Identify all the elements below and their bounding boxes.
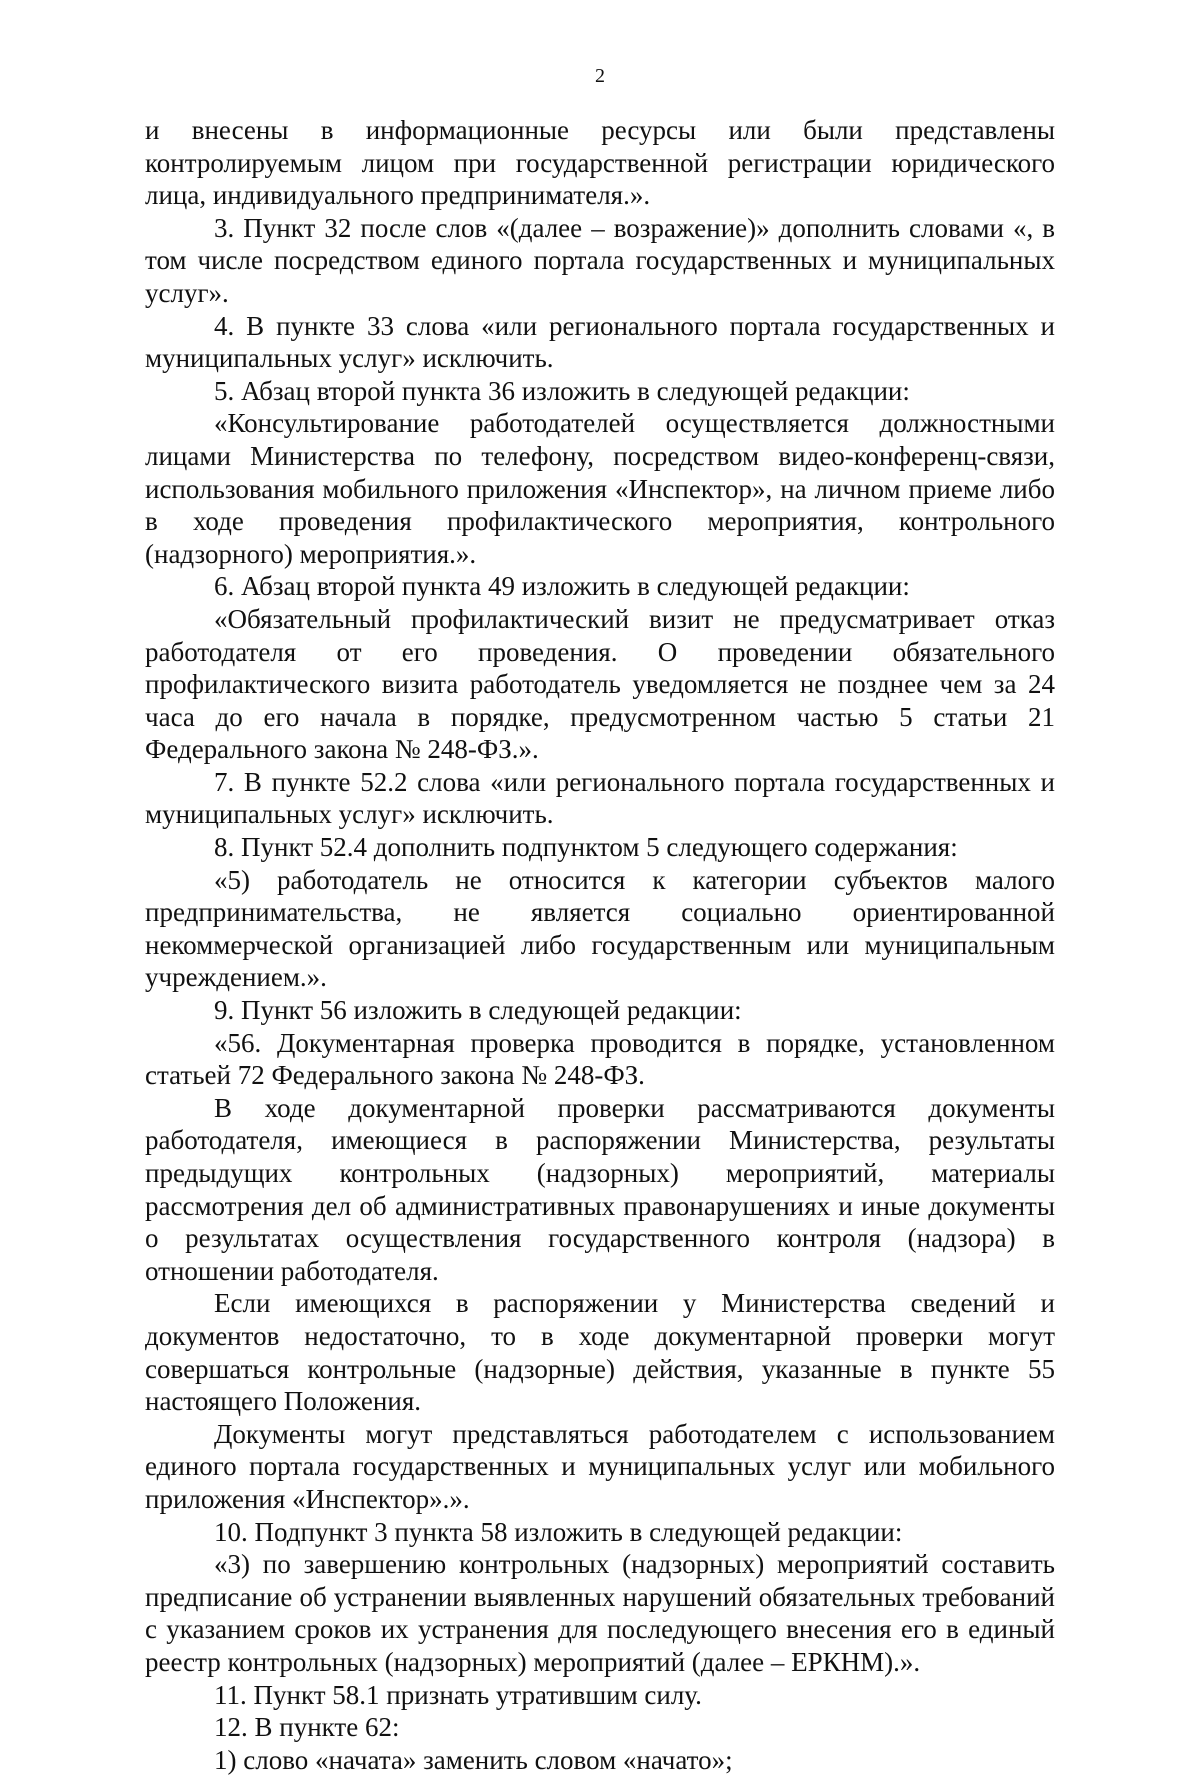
page-number: 2 — [595, 65, 605, 87]
paragraph: 11. Пункт 58.1 признать утратившим силу. — [214, 1679, 702, 1710]
paragraph: 6. Абзац второй пункта 49 изложить в следующей редакции: — [214, 571, 910, 602]
paragraph: «3) по завершению контрольных (надзорных) мероприятий составить предписание об устранении выявленных нарушений обязательных требований с указанием сроков их устранения для последующего внесения его в единый реестр контрольных (надзорных) мероприятий (далее – ЕРКНМ).». — [145, 1549, 1055, 1677]
paragraph: 5. Абзац второй пункта 36 изложить в следующей редакции: — [214, 375, 910, 406]
paragraph: «Консультирование работодателей осуществляется должностными лицами Министерства по телефону, посредством видео-конференц-связи, использования мобильного приложения «Инспектор», на личном приеме либо в ходе проведения профилактического мероприятия, контрольного (надзорного) мероприятия.». — [145, 408, 1055, 569]
paragraph: 3. Пункт 32 после слов «(далее – возражение)» дополнить словами «, в том числе посредством единого портала государственных и муниципальных услуг». — [145, 212, 1055, 308]
paragraph: 10. Подпункт 3 пункта 58 изложить в следующей редакции: — [214, 1516, 903, 1547]
paragraph: «56. Документарная проверка проводится в порядке, установленном статьей 72 Федерального закона № 248-ФЗ. — [145, 1027, 1055, 1091]
paragraph: 4. В пункте 33 слова «или регионального портала государственных и муниципальных услуг» исключить. — [145, 310, 1055, 374]
paragraph: Если имеющихся в распоряжении у Министерства сведений и документов недостаточно, то в ходе документарной проверки могут совершаться контрольные (надзорные) действия, указанные в пункте 55 настоящего Положения. — [145, 1288, 1055, 1417]
paragraph: «5) работодатель не относится к категории субъектов малого предпринимательства, не является социально ориентированной некоммерческой организацией либо государственным или муниципальным учреждением.». — [145, 864, 1055, 993]
paragraph: 1) слово «начата» заменить словом «начато»; — [214, 1744, 733, 1775]
paragraph: 8. Пункт 52.4 дополнить подпунктом 5 следующего содержания: — [214, 832, 958, 863]
paragraph: Документы могут представляться работодателем с использованием единого портала государственных и муниципальных услуг или мобильного приложения «Инспектор».». — [145, 1418, 1055, 1514]
document-body — [145, 114, 1055, 1776]
paragraph: 12. В пункте 62: — [214, 1712, 400, 1743]
paragraph: В ходе документарной проверки рассматриваются документы работодателя, имеющиеся в распоряжении Министерства, результаты предыдущих контрольных (надзорных) мероприятий, материалы рассмотрения дел об административных правонарушениях и иные документы о результатах осуществления государственного контроля (надзора) в отношении работодателя. — [145, 1092, 1055, 1286]
paragraph: 9. Пункт 56 изложить в следующей редакции: — [214, 995, 742, 1026]
paragraph: 7. В пункте 52.2 слова «или регионального портала государственных и муниципальных услуг» исключить. — [145, 766, 1055, 830]
paragraph: и внесены в информационные ресурсы или были представлены контролируемым лицом при государственной регистрации юридического лица, индивидуального предпринимателя.». — [145, 115, 1055, 211]
paragraph: «Обязательный профилактический визит не предусматривает отказ работодателя от его проведения. О проведении обязательного профилактического визита работодатель уведомляется не позднее чем за 24 часа до его начала в порядке, предусмотренном частью 5 статьи 21 Федерального закона № 248-ФЗ.». — [145, 603, 1055, 765]
